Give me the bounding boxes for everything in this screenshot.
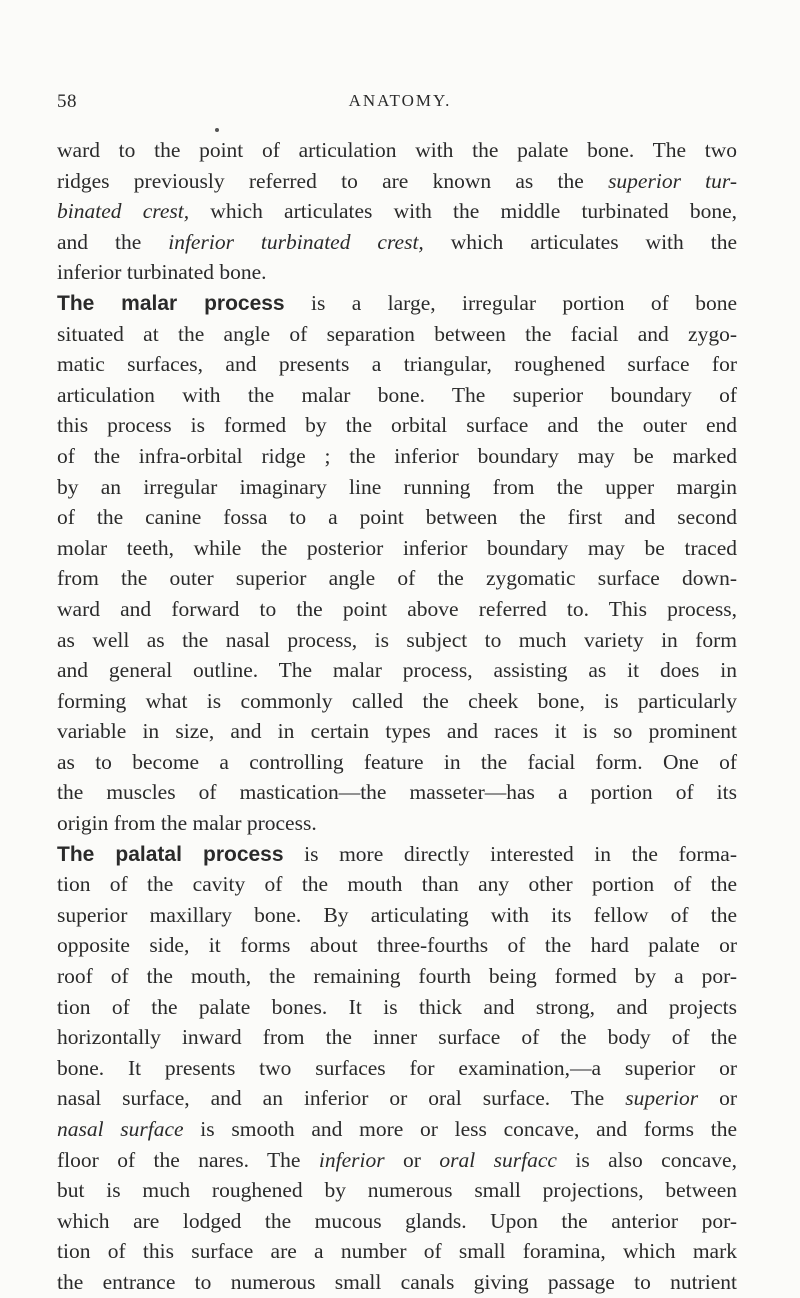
text-line [57,502,737,533]
italic-term: inferior turbinated crest, [168,229,424,254]
text-run: ward and forward to the point above referred to. This process, [57,596,737,621]
page-header [0,91,800,115]
text-line [57,1267,737,1298]
text-line [57,655,737,686]
text-line [57,1175,737,1206]
text-line [57,166,737,197]
text-run: which articulates with the [423,229,737,254]
text-line [57,410,737,441]
text-run: or [698,1086,738,1111]
text-line [57,1114,737,1145]
text-line [57,716,737,747]
text-line [57,747,737,778]
text-run: variable in size, and in certain types and races it is so prominent [57,719,737,744]
text-run: ridges previously referred to are known as the [57,168,609,193]
text-run: which articulates with the middle turbinated bone, [189,199,738,224]
italic-term: superior [625,1086,699,1111]
text-line [57,227,737,258]
text-line [57,257,737,288]
text-line [57,869,737,900]
text-run: floor of the nares. The [57,1147,319,1172]
text-run: origin from the malar process. [57,811,317,836]
text-run: superior maxillary bone. By articulating with its fellow of the [57,902,737,927]
paragraph [57,135,737,288]
text-line [57,625,737,656]
text-line [57,1053,737,1084]
text-line [57,808,737,839]
body-text [57,135,737,1298]
text-run: this process is formed by the orbital surface and the outer end [57,413,737,438]
text-line [57,380,737,411]
text-line [57,472,737,503]
text-run: as to become a controlling feature in the facial form. One of [57,749,737,774]
paragraph [57,839,737,1298]
text-line [57,563,737,594]
text-run: as well as the nasal process, is subject to much variety in form [57,627,737,652]
italic-term: nasal surface [57,1117,184,1141]
text-line [57,1083,737,1114]
text-run: roof of the mouth, the remaining fourth being formed by a por- [57,964,737,989]
text-run: horizontally inward from the inner surface of the body of the [57,1025,737,1050]
italic-term: inferior [318,1147,385,1172]
italic-term: oral surfacc [439,1147,557,1172]
text-run: ward to the point of articulation with the palate bone. The two [57,138,737,162]
section-lead: The malar process [57,291,285,315]
text-run: bone. It presents two surfaces for examination,—a superior or [57,1055,737,1080]
text-run: articulation with the malar bone. The superior boundary of [57,382,737,407]
text-run: tion of this surface are a number of small foramina, which mark [57,1239,737,1264]
text-line [57,441,737,472]
text-run: is more directly interested in the forma- [283,841,737,866]
text-line [57,135,737,166]
paragraph [57,288,737,839]
text-line [57,777,737,808]
text-run: by an irregular imaginary line running from the upper margin [57,474,737,499]
text-run: the muscles of mastication—the masseter—has a portion of its [57,780,737,805]
text-line [57,686,737,717]
text-line [57,349,737,380]
text-run: is smooth and more or less concave, and forms the [183,1117,737,1141]
text-run: of the infra-orbital ridge ; the inferior boundary may be marked [57,443,737,468]
text-run: inferior turbinated bone. [57,260,267,285]
text-run: the entrance to numerous small canals giving passage to nutrient [57,1269,737,1294]
text-line [57,1145,737,1176]
text-run: tion of the palate bones. It is thick and strong, and projects [57,994,737,1019]
ink-speck [215,128,219,132]
text-run: nasal surface, and an inferior or oral surface. The [57,1086,626,1111]
text-run: situated at the angle of separation between the facial and zygo- [57,321,737,346]
text-run: but is much roughened by numerous small projections, between [57,1178,737,1203]
text-line [57,992,737,1023]
text-line [57,288,737,319]
text-run: tion of the cavity of the mouth than any other portion of the [57,872,737,897]
text-run: forming what is commonly called the cheek bone, is particularly [57,688,737,713]
text-line [57,196,737,227]
text-line [57,533,737,564]
text-line [57,900,737,931]
italic-term: binated crest, [57,199,190,224]
text-run: molar teeth, while the posterior inferior boundary may be traced [57,535,737,560]
text-run: is a large, irregular portion of bone [284,290,737,315]
text-line [57,1022,737,1053]
text-line [57,961,737,992]
page-number: 58 [57,91,77,112]
text-run: opposite side, it forms about three-fourths of the hard palate or [57,933,737,958]
text-line [57,1206,737,1237]
text-line [57,1236,737,1267]
section-lead: The palatal process [57,842,284,866]
text-line [57,930,737,961]
text-line [57,594,737,625]
text-run: or [384,1147,440,1172]
text-run: of the canine fossa to a point between the first and second [57,505,737,530]
text-run: and general outline. The malar process, assisting as it does in [57,658,737,683]
text-run: and the [57,229,169,254]
text-run: from the outer superior angle of the zygomatic surface down- [57,566,737,591]
text-run: matic surfaces, and presents a triangular, roughened surface for [57,352,737,377]
text-run: which are lodged the mucous glands. Upon the anterior por- [57,1208,737,1233]
running-head: ANATOMY. [348,91,452,110]
italic-term: superior tur- [608,168,738,193]
text-line [57,839,737,870]
text-run: is also concave, [556,1147,737,1172]
text-line [57,319,737,350]
